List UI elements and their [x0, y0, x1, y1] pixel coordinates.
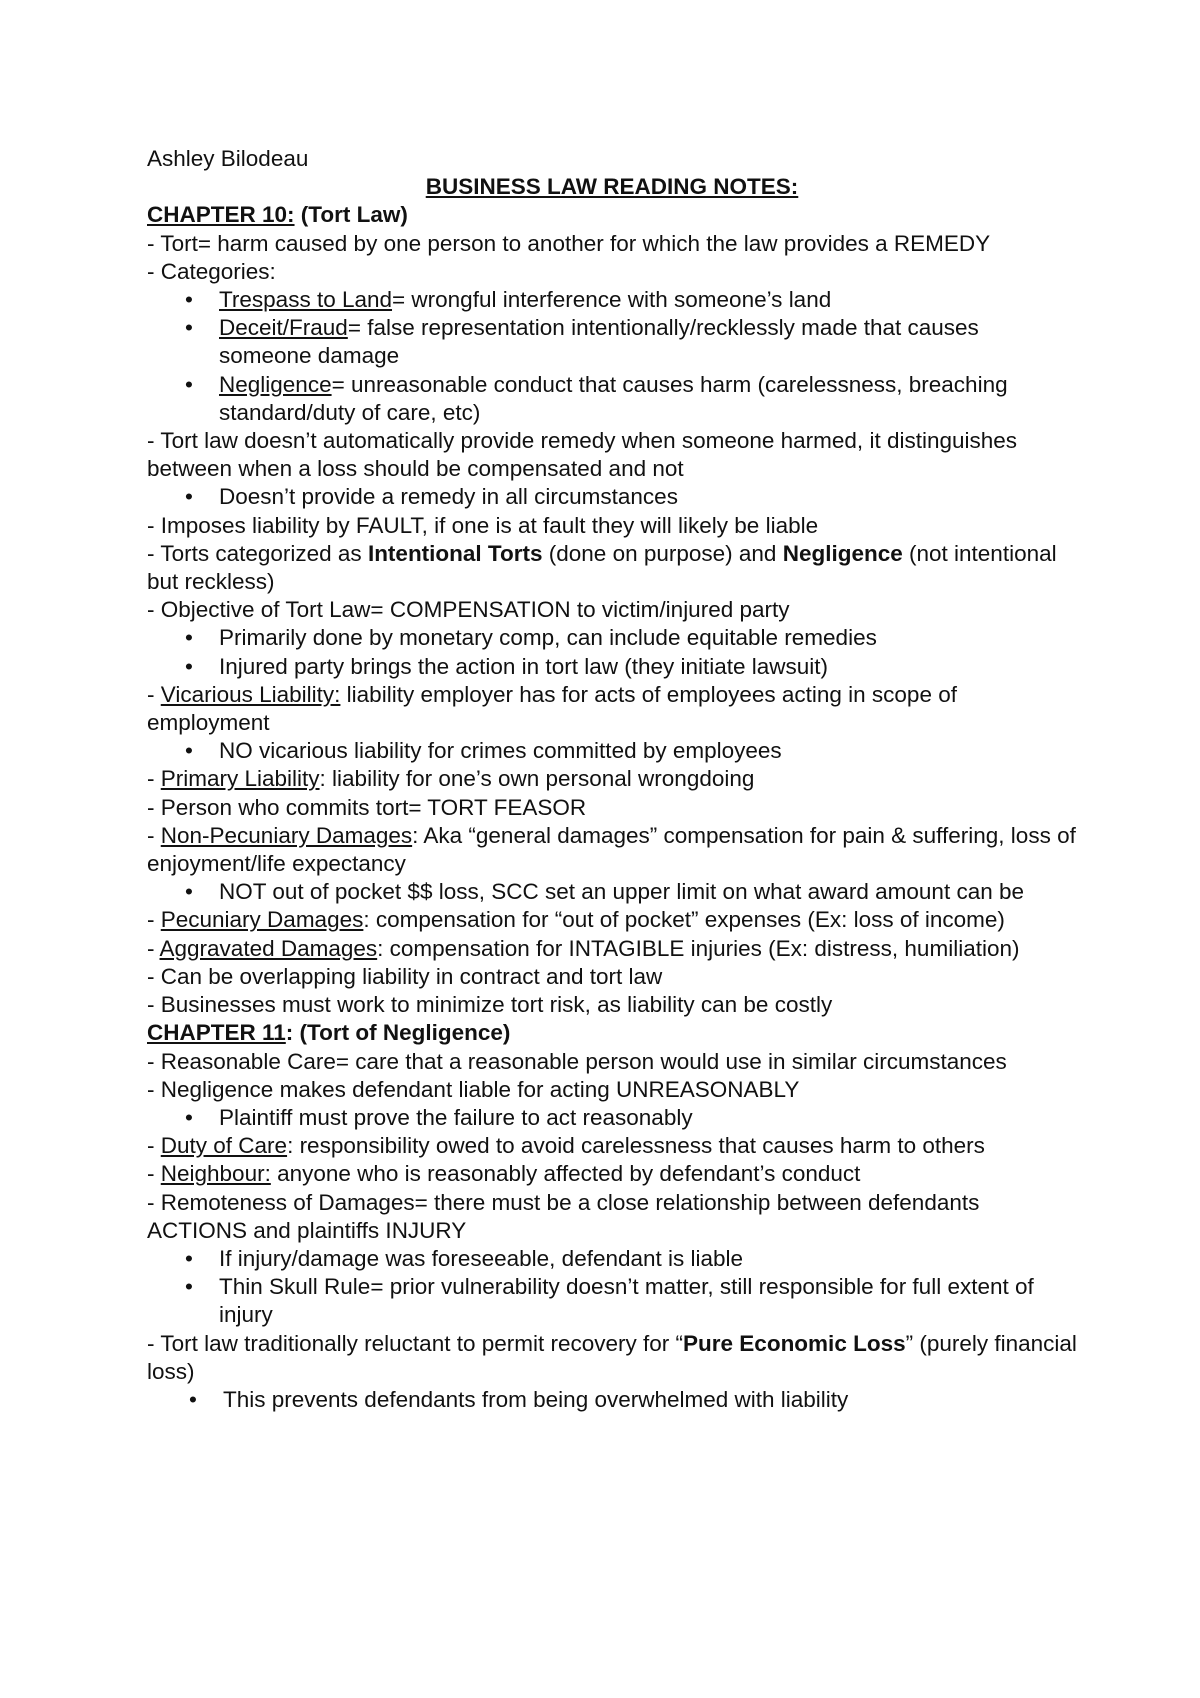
text-segment: : compensation for “out of pocket” expenses (Ex: loss of income): [363, 907, 1005, 933]
text-segment: : liability for one’s own personal wrongdoing: [319, 766, 755, 792]
note-line: [147, 765, 1077, 793]
note-line: [147, 906, 1077, 934]
note-line: [147, 935, 1077, 963]
definition: = wrongful interference with someone’s land: [392, 287, 832, 313]
text-segment: -: [147, 1161, 161, 1187]
bullet-list: [147, 1245, 1077, 1330]
term: Deceit/Fraud: [219, 315, 348, 341]
bullet-list: [147, 737, 1077, 765]
bullet-item: • If injury/damage was foreseeable, defendant is liable: [147, 1245, 1077, 1273]
chapter-10-subtitle: (Tort Law): [294, 202, 408, 228]
text-segment: -: [147, 822, 161, 848]
note-line: - Imposes liability by FAULT, if one is at fault they will likely be liable: [147, 512, 819, 538]
text-segment: (not intentional but reckless): [147, 540, 1057, 595]
term: Negligence: [219, 371, 332, 397]
bullet-list: [147, 878, 1077, 906]
term: Trespass to Land: [219, 287, 393, 313]
definition: = unreasonable conduct that causes harm (carelessness, breaching standard/duty of care, etc): [219, 371, 1008, 425]
text-segment: : compensation for INTAGIBLE injuries (Ex: distress, humiliation): [377, 935, 1020, 961]
note-line: - Reasonable Care= care that a reasonable person would use in similar circumstances: [147, 1048, 1007, 1074]
text-segment: -: [147, 907, 161, 933]
text-segment: -: [147, 766, 161, 792]
bullet-item: • Thin Skull Rule= prior vulnerability doesn’t matter, still responsible for full extent of injury: [147, 1273, 1077, 1329]
bullet-item: • This prevents defendants from being overwhelmed with liability: [147, 1386, 1077, 1414]
note-line: - Categories:: [147, 258, 276, 284]
definition: = false representation intentionally/recklessly made that causes someone damage: [219, 315, 979, 369]
note-line: [147, 822, 1077, 878]
text-segment: : Aka “general damages” compensation for pain & suffering, loss of enjoyment/life expectancy: [147, 822, 1076, 877]
chapter-11-heading: [147, 1019, 1077, 1047]
term: Duty of Care: [160, 1133, 288, 1159]
bullet-list: [147, 1386, 1077, 1414]
text-segment: -: [147, 681, 161, 707]
chapter-11-subtitle: : (Tort of Negligence): [285, 1020, 511, 1046]
text-segment: -: [147, 1133, 161, 1159]
bullet-item: • NOT out of pocket $$ loss, SCC set an upper limit on what award amount can be: [147, 878, 1077, 906]
chapter-10-heading: [147, 201, 1077, 229]
text-segment: - Tort law traditionally reluctant to permit recovery for “: [147, 1330, 684, 1356]
note-line: [147, 681, 1077, 737]
bold-term: Intentional Torts: [367, 540, 543, 566]
note-line: [147, 540, 1077, 596]
bullet-item: • Plaintiff must prove the failure to act reasonably: [147, 1104, 1077, 1132]
bullet-list: [147, 483, 1077, 511]
term: Neighbour:: [160, 1161, 271, 1187]
bullet-item: • NO vicarious liability for crimes committed by employees: [147, 737, 1077, 765]
bullet-item: • Injured party brings the action in tort law (they initiate lawsuit): [147, 653, 1077, 681]
bullet-item: [147, 371, 1077, 427]
bold-term: Pure Economic Loss: [683, 1330, 906, 1356]
bullet-list: [147, 624, 1077, 680]
document-title: BUSINESS LAW READING NOTES:: [425, 174, 799, 200]
text-segment: liability employer has for acts of employees acting in scope of employment: [147, 681, 957, 736]
note-line: - Person who commits tort= TORT FEASOR: [147, 794, 587, 820]
note-line: - Negligence makes defendant liable for acting UNREASONABLY: [147, 1076, 800, 1102]
bullet-list: [147, 286, 1077, 427]
note-line: - Tort law doesn’t automatically provide remedy when someone harmed, it distinguishes between when a loss should be compensated and not: [147, 428, 1018, 482]
note-line: - Objective of Tort Law= COMPENSATION to victim/injured party: [147, 597, 790, 623]
term: Aggravated Damages: [159, 935, 378, 961]
text-segment: -: [147, 935, 160, 961]
bullet-item: • Primarily done by monetary comp, can include equitable remedies: [147, 624, 1077, 652]
bullet-item: [147, 314, 1077, 370]
author-name: Ashley Bilodeau: [147, 146, 309, 171]
bold-term: Negligence: [782, 540, 903, 566]
bullet-item: • Doesn’t provide a remedy in all circumstances: [147, 483, 1077, 511]
note-line: - Remoteness of Damages= there must be a close relationship between defendants ACTIONS and plaintiffs INJURY: [147, 1189, 980, 1243]
text-segment: ” (purely financial loss): [147, 1330, 1077, 1384]
note-line: - Tort= harm caused by one person to another for which the law provides a REMEDY: [147, 230, 991, 256]
bullet-list: [147, 1104, 1077, 1132]
bullet-item: [147, 286, 1077, 314]
term: Vicarious Liability:: [160, 681, 341, 707]
term: Primary Liability: [160, 766, 320, 792]
note-line: [147, 1132, 1077, 1160]
text-segment: anyone who is reasonably affected by defendant’s conduct: [270, 1161, 861, 1187]
note-line: - Businesses must work to minimize tort risk, as liability can be costly: [147, 992, 833, 1018]
note-line: - Can be overlapping liability in contract and tort law: [147, 963, 663, 989]
chapter-10-label: CHAPTER 10:: [147, 202, 295, 228]
chapter-11-label: CHAPTER 11: [147, 1020, 286, 1046]
text-segment: (done on purpose) and: [542, 540, 783, 566]
term: Pecuniary Damages: [160, 907, 364, 933]
text-segment: : responsibility owed to avoid carelessness that causes harm to others: [287, 1133, 985, 1159]
note-line: [147, 1330, 1077, 1386]
notes-body: [147, 145, 1077, 1414]
text-segment: - Torts categorized as: [147, 540, 368, 566]
note-line: [147, 1160, 1077, 1188]
term: Non-Pecuniary Damages: [160, 822, 413, 848]
